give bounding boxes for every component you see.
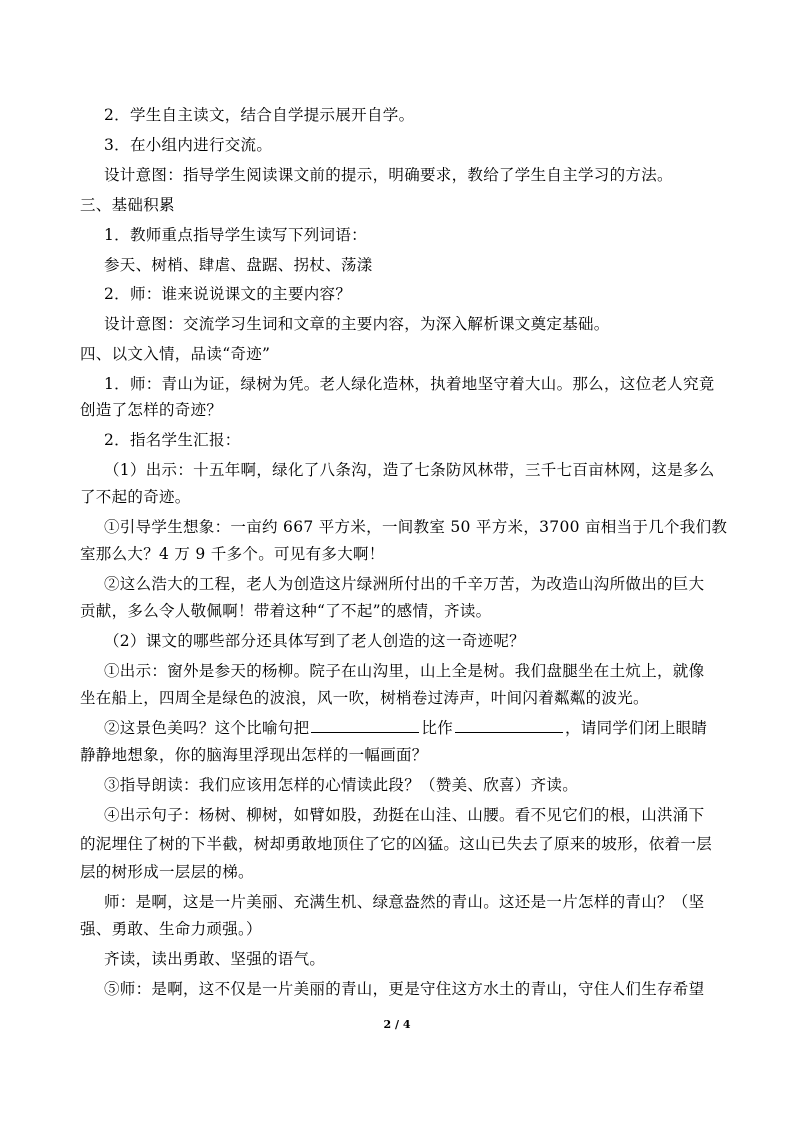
text-line: 创造了怎样的奇迹？ bbox=[80, 401, 223, 419]
text-line: 强、勇敢、生命力顽强。） bbox=[80, 920, 262, 938]
text-line: 设计意图：指导学生阅读课文前的提示，明确要求，教给了学生自主学习的方法。 bbox=[104, 166, 673, 184]
text-line: 设计意图：交流学习生词和文章的主要内容，为深入解析课文奠定基础。 bbox=[104, 315, 610, 333]
text-line: 齐读，读出勇敢、坚强的语气。 bbox=[104, 950, 326, 968]
text-line: ③指导朗读：我们应该用怎样的心情读此段？（赞美、欣喜）齐读。 bbox=[104, 776, 579, 794]
text-line: 坐在船上，四周全是绿色的波浪，风一吹，树梢卷过涛声，叶间闪着粼粼的波光。 bbox=[80, 689, 649, 707]
text-line: 层的树形成一层层的梯。 bbox=[80, 863, 254, 881]
text-line: 2．师：谁来说说课文的主要内容？ bbox=[104, 285, 352, 303]
text-line: 3．在小组内进行交流。 bbox=[104, 136, 273, 154]
text-line: （2）课文的哪些部分还具体写到了老人创造的这一奇迹呢？ bbox=[104, 632, 525, 650]
text-segment: ②这景色美吗？这个比喻句把 bbox=[104, 719, 310, 737]
text-line: ④出示句子：杨树、柳树，如臂如股，劲挺在山洼、山腰。看不见它们的根，山洪涌下 bbox=[104, 806, 705, 824]
text-line: 了不起的奇迹。 bbox=[80, 488, 191, 506]
text-line: 的泥埋住了树的下半截，树却勇敢地顶住了它的凶猛。这山已失去了原来的坡形，依着一层 bbox=[80, 835, 713, 853]
text-line: ⑤师：是啊，这不仅是一片美丽的青山，更是守住这方水土的青山，守住人们生存希望 bbox=[104, 980, 705, 998]
fill-in-blank[interactable] bbox=[455, 718, 563, 733]
text-line: 2．指名学生汇报： bbox=[104, 431, 241, 449]
text-line: 师：是啊，这是一片美丽、充满生机、绿意盎然的青山。这还是一片怎样的青山？（坚 bbox=[104, 893, 705, 911]
text-segment: 比作 bbox=[421, 719, 454, 737]
text-line: ②这么浩大的工程，老人为创造这片绿洲所付出的千辛万苦，为改造山沟所做出的巨大 bbox=[104, 575, 705, 593]
text-line: 贡献，多么令人敬佩啊！带着这种“了不起”的感情，齐读。 bbox=[80, 602, 492, 620]
text-segment: ，请同学们闭上眼睛 bbox=[565, 719, 708, 737]
text-line: 1．师：青山为证，绿树为凭。老人绿化造林，执着地坚守着大山。那么，这位老人究竟 bbox=[104, 375, 715, 393]
text-line-with-blanks bbox=[104, 718, 744, 738]
section-heading: 三、基础积累 bbox=[80, 196, 175, 214]
text-line: 2．学生自主读文，结合自学提示展开自学。 bbox=[104, 106, 415, 124]
text-line: （1）出示：十五年啊，绿化了八条沟，造了七条防风林带，三千七百亩林网，这是多么 bbox=[104, 461, 715, 479]
fill-in-blank[interactable] bbox=[311, 718, 419, 733]
text-line: ①引导学生想象：一亩约 667 平方米，一间教室 50 平方米，3700 亩相当于几个我们教 bbox=[104, 518, 728, 536]
page-number: 2 / 4 bbox=[383, 1018, 411, 1031]
text-line: 静静地想象，你的脑海里浮现出怎样的一幅画面？ bbox=[80, 746, 428, 764]
text-line: ①出示：窗外是参天的杨柳。院子在山沟里，山上全是树。我们盘腿坐在土炕上，就像 bbox=[104, 662, 705, 680]
text-line: 1．教师重点指导学生读写下列词语： bbox=[104, 226, 367, 244]
text-line: 参天、树梢、肆虐、盘踞、拐杖、荡漾 bbox=[104, 256, 373, 274]
section-heading: 四、以文入情，品读“奇迹” bbox=[80, 345, 271, 363]
text-line: 室那么大？4 万 9 千多个。可见有多大啊！ bbox=[80, 545, 385, 563]
